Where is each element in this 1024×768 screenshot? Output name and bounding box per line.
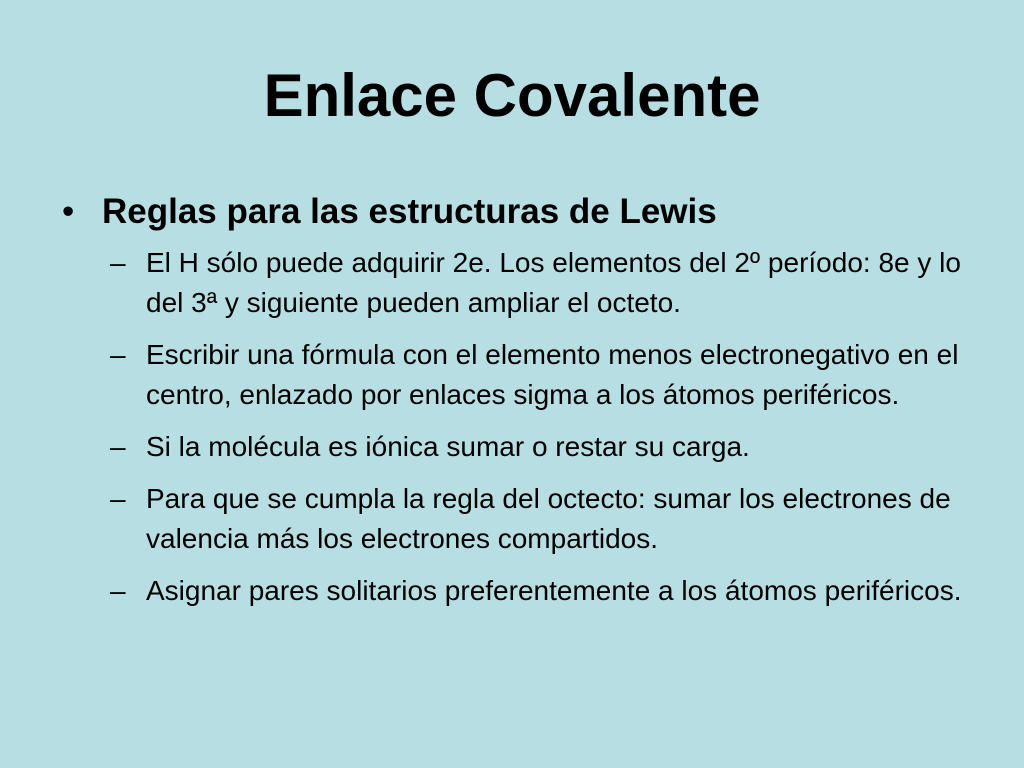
bullet-icon: • [62,192,75,231]
main-bullet-text: Reglas para las estructuras de Lewis [102,192,717,231]
sub-bullet-list [110,243,990,623]
slide-title: Enlace Covalente [263,62,761,129]
sub-bullet-text: Si la molécula es iónica sumar o restar su carga. [146,431,750,462]
sub-bullet-item [110,243,990,323]
sub-bullet-text: El H sólo puede adquirir 2e. Los elementos del 2º período: 8e y lo del 3ª y siguiente pueden ampliar el octeto. [146,247,961,318]
sub-bullet-text: Para que se cumpla la regla del octecto: sumar los electrones de valencia más los electrones compartidos. [146,483,951,554]
sub-bullet-item [110,335,990,415]
sub-bullet-item [110,479,990,559]
sub-bullet-text: Escribir una fórmula con el elemento menos electronegativo en el centro, enlazado por enlaces sigma a los átomos periféricos. [146,339,959,410]
dash-icon: – [110,431,126,462]
dash-icon: – [110,247,126,278]
dash-icon: – [110,483,126,514]
dash-icon: – [110,575,126,606]
sub-bullet-item [110,571,990,611]
dash-icon: – [110,339,126,370]
sub-bullet-text: Asignar pares solitarios preferentemente a los átomos periféricos. [146,575,962,606]
sub-bullet-item [110,427,990,467]
main-bullet [62,190,717,234]
